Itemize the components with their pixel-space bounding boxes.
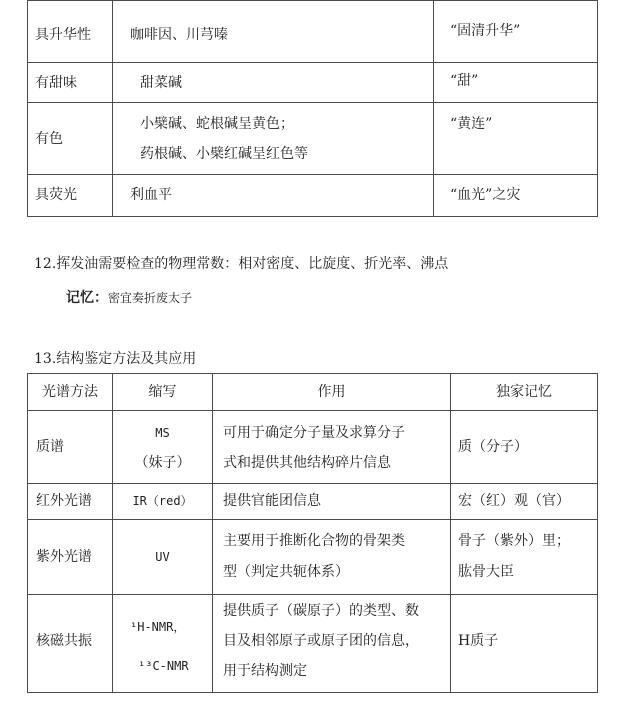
table-cell: ¹H-NMR，: [130, 620, 186, 634]
column-header: 缩写: [148, 384, 177, 400]
table-cell: 式和提供其他结构碎片信息: [223, 455, 391, 471]
table-cell: “甜”: [450, 73, 479, 89]
table-cell: 有色: [35, 131, 63, 147]
table-cell: 药根碱、小檗红碱呈红色等: [140, 146, 308, 162]
section-13-title: 13.结构鉴定方法及其应用: [34, 351, 197, 367]
table-cell: 紫外光谱: [36, 549, 92, 565]
table-cell: 核磁共振: [36, 633, 92, 649]
table-cell: 甜菜碱: [140, 75, 182, 91]
table-cell: 有甜味: [35, 75, 77, 91]
table-cell: UV: [155, 550, 170, 564]
column-header: 独家记忆: [496, 384, 552, 400]
table-cell: “固清升华”: [450, 23, 521, 39]
table-cell: H质子: [458, 633, 499, 649]
table-cell: 骨子（紫外）里；: [458, 533, 570, 549]
table-cell: 用于结构测定: [223, 663, 307, 679]
memory-line: [66, 287, 192, 307]
table-cell: ¹³C-NMR: [138, 659, 189, 673]
table-cell: 型（判定共轭体系）: [223, 564, 349, 580]
section-12-title: 12.挥发油需要检查的物理常数：相对密度、比旋度、折光率、沸点: [34, 256, 449, 272]
table-cell: 咖啡因、川芎嗪: [130, 27, 228, 43]
table-cell: （妹子）: [134, 455, 191, 471]
table-cell: 质谱: [36, 439, 64, 455]
table-cell: 肱骨大臣: [458, 564, 514, 580]
table-cell: 可用于确定分子量及求算分子: [223, 425, 405, 441]
column-header: 光谱方法: [42, 384, 98, 400]
memory-text: 密宜奏折废太子: [108, 291, 193, 305]
table-cell: 质（分子）: [458, 439, 528, 455]
table-cell: 红外光谱: [36, 493, 92, 509]
column-header: 作用: [317, 384, 346, 400]
table-cell: 目及相邻原子或原子团的信息，: [223, 633, 419, 649]
table-cell: 提供质子（碳原子）的类型、数: [223, 603, 419, 619]
table-cell: “血光”之灾: [450, 187, 521, 203]
table-cell: 宏（红）观（官）: [458, 493, 570, 509]
table-cell: 具荧光: [35, 187, 77, 203]
table-cell: 利血平: [130, 187, 172, 203]
table-cell: IR（red）: [132, 494, 193, 508]
table-cell: 提供官能团信息: [223, 493, 321, 509]
table-cell: 小檗碱、蛇根碱呈黄色；: [140, 116, 294, 132]
memory-label: 记忆：: [66, 290, 108, 306]
table-cell: 主要用于推断化合物的骨架类: [223, 533, 405, 549]
table-cell: “黄连”: [450, 116, 493, 132]
table-cell: MS: [155, 426, 170, 440]
table-cell: 具升华性: [35, 27, 91, 43]
